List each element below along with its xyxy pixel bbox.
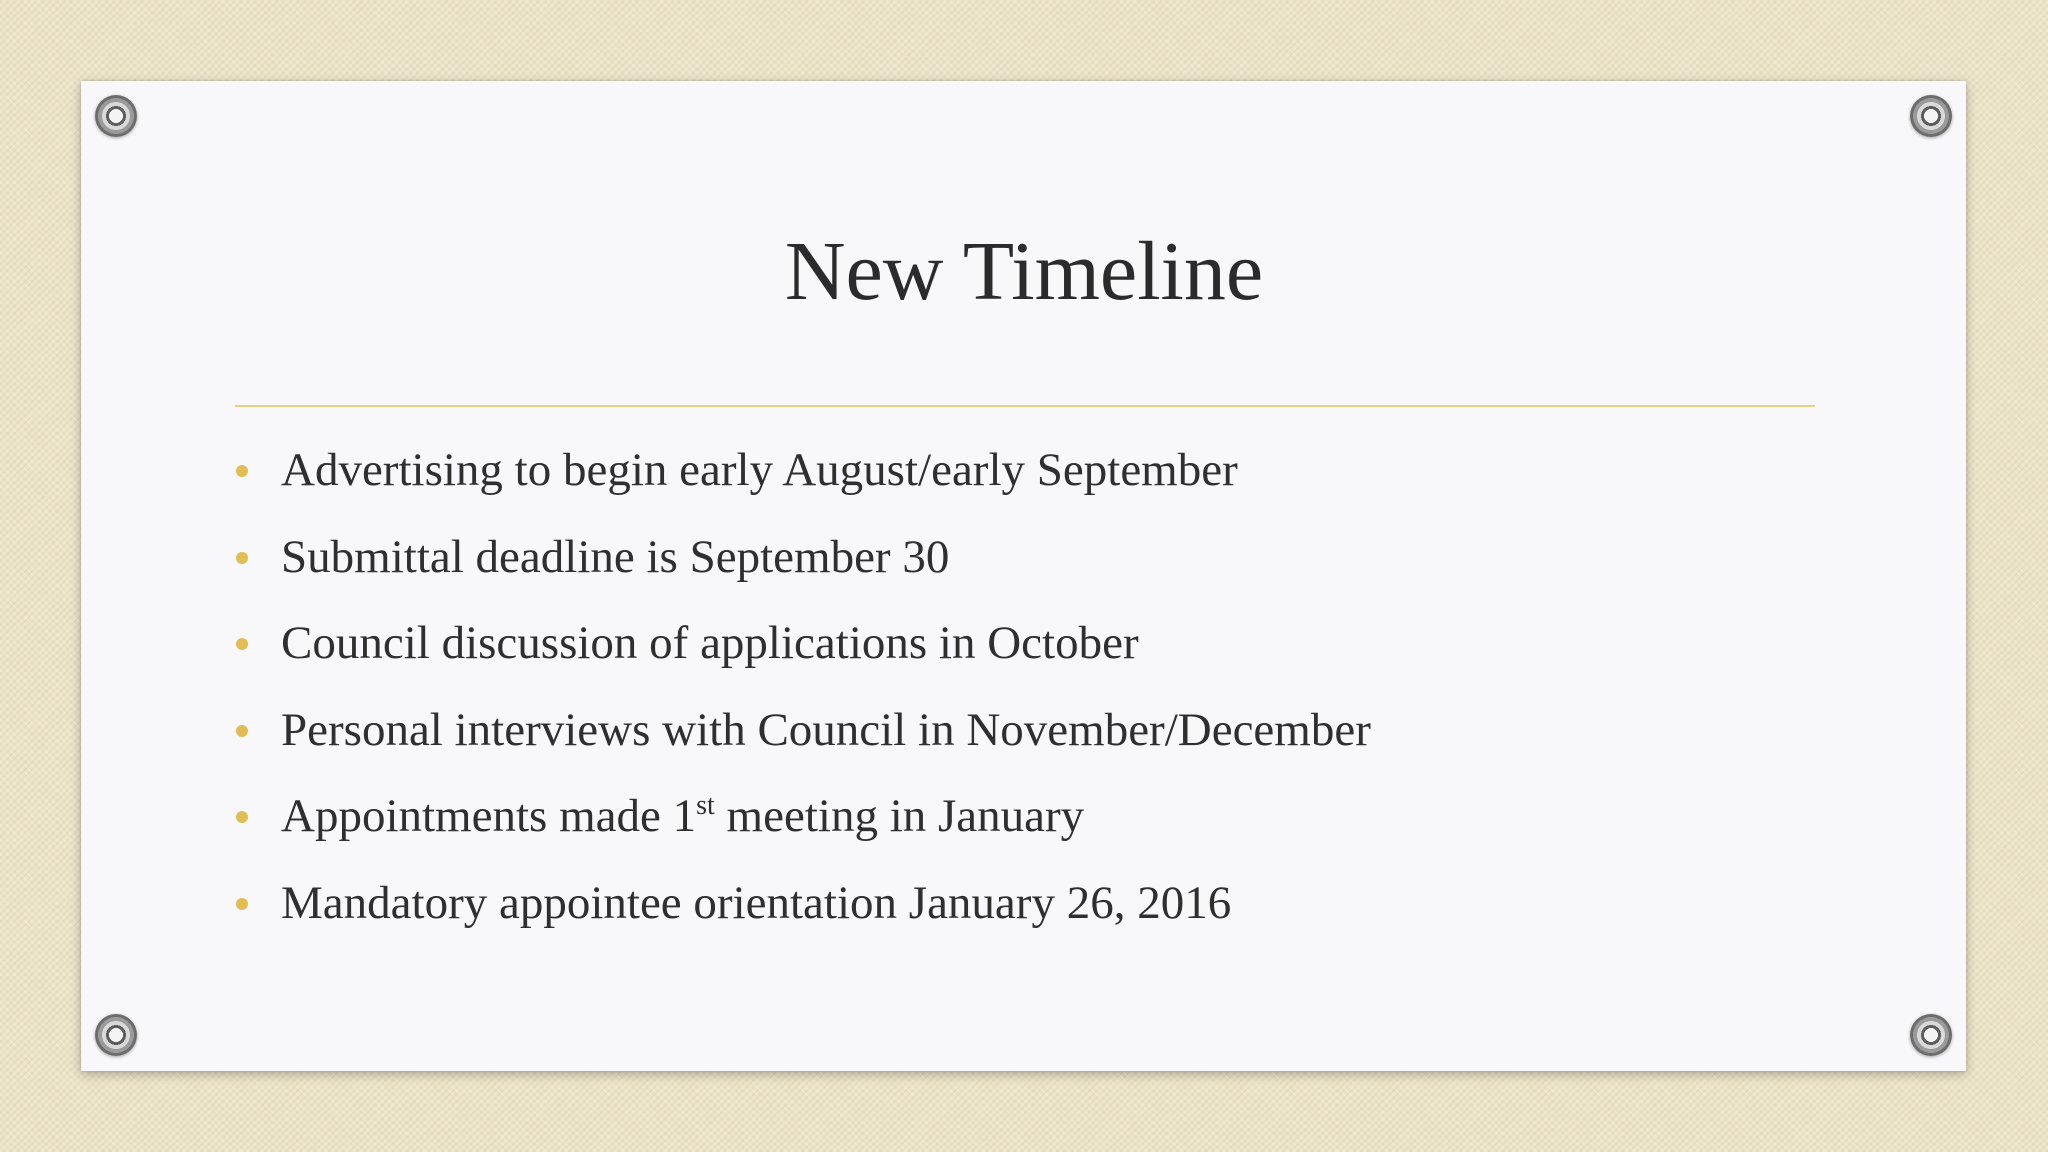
bullet-text: Submittal deadline is September 30	[281, 530, 950, 583]
bullet-item	[236, 607, 1371, 694]
bullet-text-end: meeting in January	[714, 790, 1085, 842]
bullet-dot-icon	[236, 811, 248, 823]
bullet-text: Advertising to begin early August/early September	[281, 444, 1238, 496]
bullet-text: Council discussion of applications in October	[281, 617, 1139, 669]
bullet-dot-icon	[236, 638, 248, 650]
title-divider	[235, 405, 1815, 407]
bullet-dot-icon	[236, 465, 248, 477]
bullet-text: Personal interviews with Council in November/December	[281, 703, 1371, 756]
bullet-text: Mandatory appointee orientation January 26, 2016	[281, 876, 1232, 929]
bullet-text-start: Appointments made 1	[281, 790, 697, 842]
bullet-dot-icon	[236, 898, 248, 910]
grommet-icon	[1910, 95, 1952, 137]
bullet-item	[236, 434, 1371, 521]
grommet-icon	[1910, 1014, 1952, 1056]
bullet-list	[236, 434, 1371, 953]
grommet-icon	[95, 95, 137, 137]
bullet-text	[281, 790, 1084, 842]
bullet-item	[236, 521, 1371, 608]
bullet-dot-icon	[236, 725, 248, 737]
grommet-icon	[95, 1014, 137, 1056]
slide-title: New Timeline	[784, 225, 1264, 318]
bullet-item	[236, 780, 1371, 867]
bullet-dot-icon	[236, 552, 248, 564]
ordinal-superscript: st	[696, 790, 715, 821]
bullet-item	[236, 694, 1371, 781]
bullet-item	[236, 867, 1371, 954]
